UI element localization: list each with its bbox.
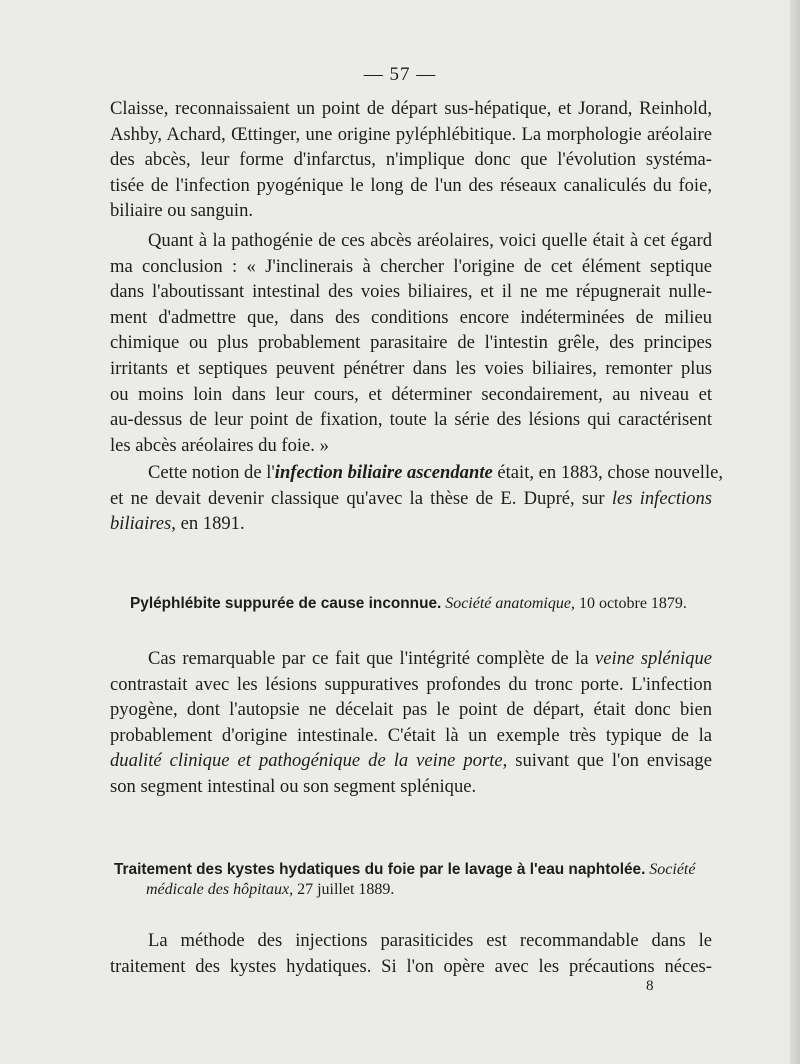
text-line: des abcès, leur forme d'infarctus, n'implique donc que l'évolution systéma-: [110, 149, 712, 171]
signature-mark: 8: [646, 978, 654, 994]
text-line: ma conclusion : « J'inclinerais à chercher l'origine de cet élément septique: [110, 255, 712, 277]
heading-date: , 27 juillet 1889.: [289, 881, 395, 898]
paragraph-1: [110, 96, 712, 224]
section-heading-pylephlebite: [130, 594, 710, 614]
text-line: Claisse, reconnaissaient un point de départ sus-hépatique, et Jorand, Reinhold,: [110, 98, 712, 119]
page-edge-shadow: [790, 0, 800, 1064]
text-line: Cette notion de l'infection biliaire ascendante était, en 1883, chose nouvelle,: [148, 462, 724, 483]
emphasis-text: dualité clinique et pathogénique de la veine porte: [110, 750, 503, 772]
heading-source: médicale des hôpitaux: [146, 881, 290, 898]
heading-date: , 10 octobre 1879.: [570, 595, 687, 612]
section-heading-kystes: [114, 860, 712, 900]
text-line: chimique ou plus probablement parasitaire de l'intestin grêle, des principes: [110, 332, 712, 354]
text-line: ment d'admettre que, dans des conditions encore indéterminées de milieu: [110, 306, 712, 328]
heading-title: Pyléphlébite suppurée de cause inconnue.: [130, 595, 442, 612]
text-line: les abcès aréolaires du foie. »: [110, 434, 329, 456]
text-line: et ne devait devenir classique qu'avec la thèse de E. Dupré, sur les infections: [110, 487, 713, 509]
text-line: biliaire ou sanguin.: [110, 200, 254, 222]
paragraph-3: [110, 460, 724, 537]
text-line: tisée de l'infection pyogénique le long de l'un des réseaux canaliculés du foie,: [110, 174, 712, 196]
heading-source: Société: [649, 861, 696, 878]
heading-source: Société anatomique: [445, 595, 571, 612]
paragraph-4: [110, 646, 712, 800]
emphasis-text: biliaires: [110, 513, 172, 535]
text-line: irritants et septiques peuvent pénétrer dans les voies biliaires, remonter plus: [110, 357, 712, 379]
emphasis-text: veine splénique: [595, 648, 712, 669]
page-number: — 57 —: [363, 64, 437, 85]
text-line: biliaires, en 1891.: [110, 513, 245, 535]
text-line: contrastait avec les lésions suppuratives profondes du tronc porte. L'infection: [110, 673, 712, 695]
text-line: Ashby, Achard, Œttinger, une origine pyléphlébitique. La morphologie aréolaire: [110, 123, 712, 145]
text-line: au-dessus de leur point de fixation, toute la série des lésions qui caractérisent: [110, 409, 712, 431]
text-line: probablement d'origine intestinale. C'était là un exemple très typique de la: [110, 724, 712, 746]
paragraph-2: [110, 228, 712, 458]
paragraph-5: [110, 928, 712, 979]
text-line: ou moins loin dans leur cours, et déterminer secondairement, au niveau et: [110, 383, 712, 405]
text-line: dans l'aboutissant intestinal des voies biliaires, et il ne me répugnerait nulle-: [110, 281, 712, 303]
text-line: dualité clinique et pathogénique de la veine porte, suivant que l'on envisage: [110, 750, 712, 772]
text-line: son segment intestinal ou son segment splénique.: [110, 775, 477, 797]
heading-line-2: [114, 880, 712, 900]
text-line: Quant à la pathogénie de ces abcès aréolaires, voici quelle était à cet égard: [148, 230, 712, 251]
heading-title: Traitement des kystes hydatiques du foie par le lavage à l'eau naphtolée.: [114, 861, 646, 878]
text-line: traitement des kystes hydatiques. Si l'on opère avec les précautions néces-: [110, 955, 712, 977]
text-line: La méthode des injections parasiticides est recommandable dans le: [148, 930, 712, 951]
emphasis-text: les infections: [611, 487, 713, 509]
emphasis-text: infection biliaire ascendante: [274, 462, 493, 483]
text-line: pyogène, dont l'autopsie ne décelait pas le point de départ, était donc bien: [110, 699, 712, 721]
text-line: Cas remarquable par ce fait que l'intégrité complète de la veine splénique: [148, 648, 712, 669]
